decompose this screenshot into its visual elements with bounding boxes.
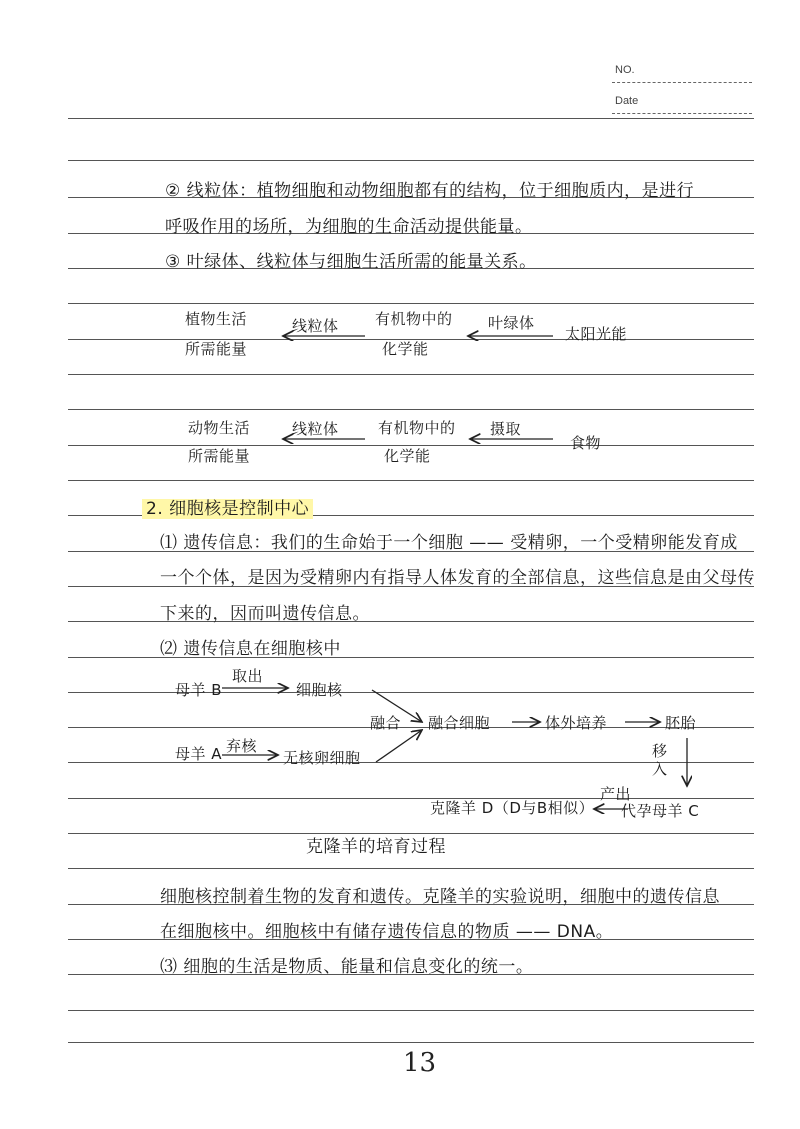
food-label: 食物 <box>570 434 602 452</box>
surrogate-label: 代孕母羊 C <box>621 802 700 820</box>
arrow-nucleus-to-fusion <box>372 690 422 722</box>
mitochondria-label: 线粒体 <box>292 317 339 335</box>
page-number: 13 <box>403 1048 437 1078</box>
text-line: 细胞核控制着生物的发育和遗传。克隆羊的实验说明，细胞中的遗传信息 <box>160 887 720 907</box>
text-line: ② 线粒体：植物细胞和动物细胞都有的结构，位于细胞质内，是进行 <box>165 181 695 201</box>
no-label: NO. <box>615 64 635 76</box>
chloroplast-label: 叶绿体 <box>488 314 535 332</box>
intake-label: 摄取 <box>490 420 522 438</box>
arrow-egg-to-fusion <box>376 730 422 762</box>
nucleus-label: 细胞核 <box>296 681 343 699</box>
text-line: ⑴ 遗传信息：我们的生命始于一个细胞 —— 受精卵，一个受精卵能发育成 <box>160 533 738 553</box>
take-out-label: 取出 <box>232 667 264 685</box>
text-line: 在细胞核中。细胞核中有储存遗传信息的物质 —— DNA。 <box>160 922 614 942</box>
plant-need-label-2: 所需能量 <box>185 340 248 358</box>
plant-need-label-1: 植物生活 <box>185 310 248 328</box>
mitochondria-label: 线粒体 <box>292 420 339 438</box>
text-line: ⑶ 细胞的生活是物质、能量和信息变化的统一。 <box>160 957 534 977</box>
sheep-b-label: 母羊 B <box>175 681 223 699</box>
text-line: 呼吸作用的场所，为细胞的生命活动提供能量。 <box>165 217 533 237</box>
birth-label: 产出 <box>600 785 632 803</box>
transfer-label: 移入 <box>652 742 668 778</box>
chemical-energy-label-1: 有机物中的 <box>378 419 456 437</box>
sheep-a-label: 母羊 A <box>175 745 223 763</box>
date-label: Date <box>615 95 639 107</box>
chemical-energy-label-2: 化学能 <box>382 340 429 358</box>
fused-cell-label: 融合细胞 <box>428 714 491 732</box>
text-line: ③ 叶绿体、线粒体与细胞生活所需的能量关系。 <box>165 252 537 272</box>
section-title-text: 2. 细胞核是控制中心 <box>142 499 313 519</box>
text-line: 下来的，因而叫遗传信息。 <box>160 604 370 624</box>
remove-nucleus-label: 弃核 <box>226 737 258 755</box>
sunlight-label: 太阳光能 <box>565 325 628 343</box>
enucleated-egg-label: 无核卵细胞 <box>283 749 361 767</box>
animal-need-label-2: 所需能量 <box>188 447 251 465</box>
chemical-energy-label-2: 化学能 <box>384 447 431 465</box>
text-line: ⑵ 遗传信息在细胞核中 <box>160 639 341 659</box>
diagram-caption: 克隆羊的培育过程 <box>306 837 446 857</box>
culture-label: 体外培养 <box>545 714 608 732</box>
text-line: 一个个体，是因为受精卵内有指导人体发育的全部信息，这些信息是由父母传 <box>160 568 755 588</box>
fuse-label: 融合 <box>370 714 402 732</box>
chemical-energy-label-1: 有机物中的 <box>375 310 453 328</box>
animal-need-label-1: 动物生活 <box>188 419 251 437</box>
embryo-label: 胚胎 <box>665 714 697 732</box>
clone-d-label: 克隆羊 D（D与B相似） <box>430 799 595 817</box>
